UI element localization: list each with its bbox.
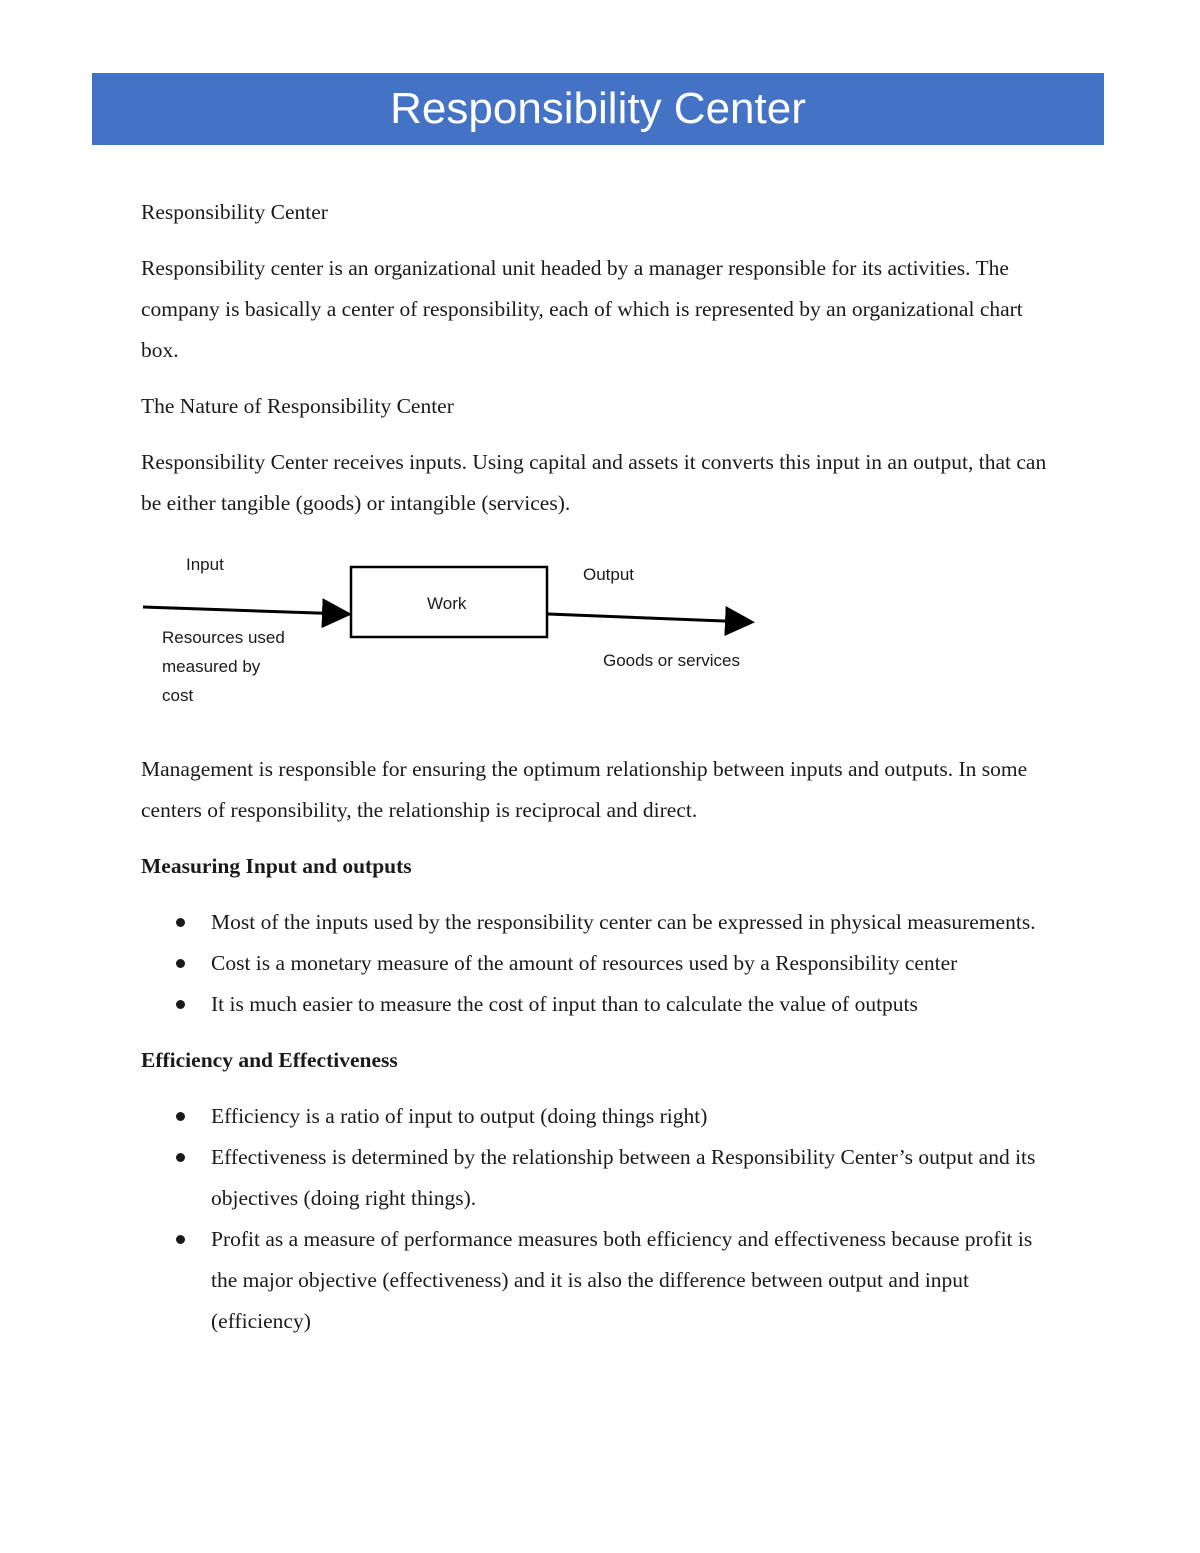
list-item (141, 984, 1061, 1025)
input-output-diagram (141, 539, 1061, 714)
input-desc-line-1: Resources used (162, 628, 285, 647)
output-label: Output (583, 565, 635, 584)
list-item-text: It is much easier to measure the cost of input than to calculate the value of outputs (211, 992, 918, 1016)
list-item-text: Effectiveness is determined by the relationship between a Responsibility Center’s output and its objectives (doing right things). (211, 1145, 1036, 1210)
list-item-text: Profit as a measure of performance measures both efficiency and effectiveness because profit is the major objective (effectiveness) and it is also the difference between output and input (efficiency) (211, 1227, 1033, 1333)
output-arrow (548, 614, 749, 622)
nature-paragraph: Responsibility Center receives inputs. Using capital and assets it converts this input in an output, that can be either tangible (goods) or intangible (services). (141, 450, 1047, 515)
document-body (141, 192, 1061, 1357)
page-title: Responsibility Center (390, 84, 806, 133)
list-item (141, 902, 1061, 943)
list-item-text: Cost is a monetary measure of the amount of resources used by a Responsibility center (211, 951, 958, 975)
list-item (141, 943, 1061, 984)
output-desc: Goods or services (603, 651, 740, 670)
work-label: Work (427, 594, 467, 613)
bullet-icon (176, 1000, 185, 1009)
efficiency-heading: Efficiency and Effectiveness (141, 1048, 398, 1072)
intro-paragraph: Responsibility center is an organizational unit headed by a manager responsible for its activities. The company is basically a center of responsibility, each of which is represented by an organizational chart box. (141, 256, 1023, 362)
input-label: Input (186, 555, 224, 574)
management-paragraph: Management is responsible for ensuring the optimum relationship between inputs and outputs. In some centers of responsibility, the relationship is reciprocal and direct. (141, 757, 1028, 822)
input-desc-line-2: measured by (162, 657, 261, 676)
measuring-heading: Measuring Input and outputs (141, 854, 412, 878)
bullet-icon (176, 1235, 185, 1244)
measuring-list (141, 902, 1061, 1025)
list-item (141, 1137, 1061, 1219)
list-item-text: Efficiency is a ratio of input to output (doing things right) (211, 1104, 708, 1128)
nature-heading: The Nature of Responsibility Center (141, 394, 454, 418)
efficiency-list (141, 1096, 1061, 1342)
title-banner (92, 73, 1104, 145)
input-arrow (143, 607, 346, 614)
input-desc-line-3: cost (162, 686, 194, 705)
bullet-icon (176, 1153, 185, 1162)
bullet-icon (176, 1112, 185, 1121)
list-item-text: Most of the inputs used by the responsibility center can be expressed in physical measurements. (211, 910, 1036, 934)
bullet-icon (176, 918, 185, 927)
list-item (141, 1219, 1061, 1342)
list-item (141, 1096, 1061, 1137)
intro-heading: Responsibility Center (141, 200, 328, 224)
bullet-icon (176, 959, 185, 968)
